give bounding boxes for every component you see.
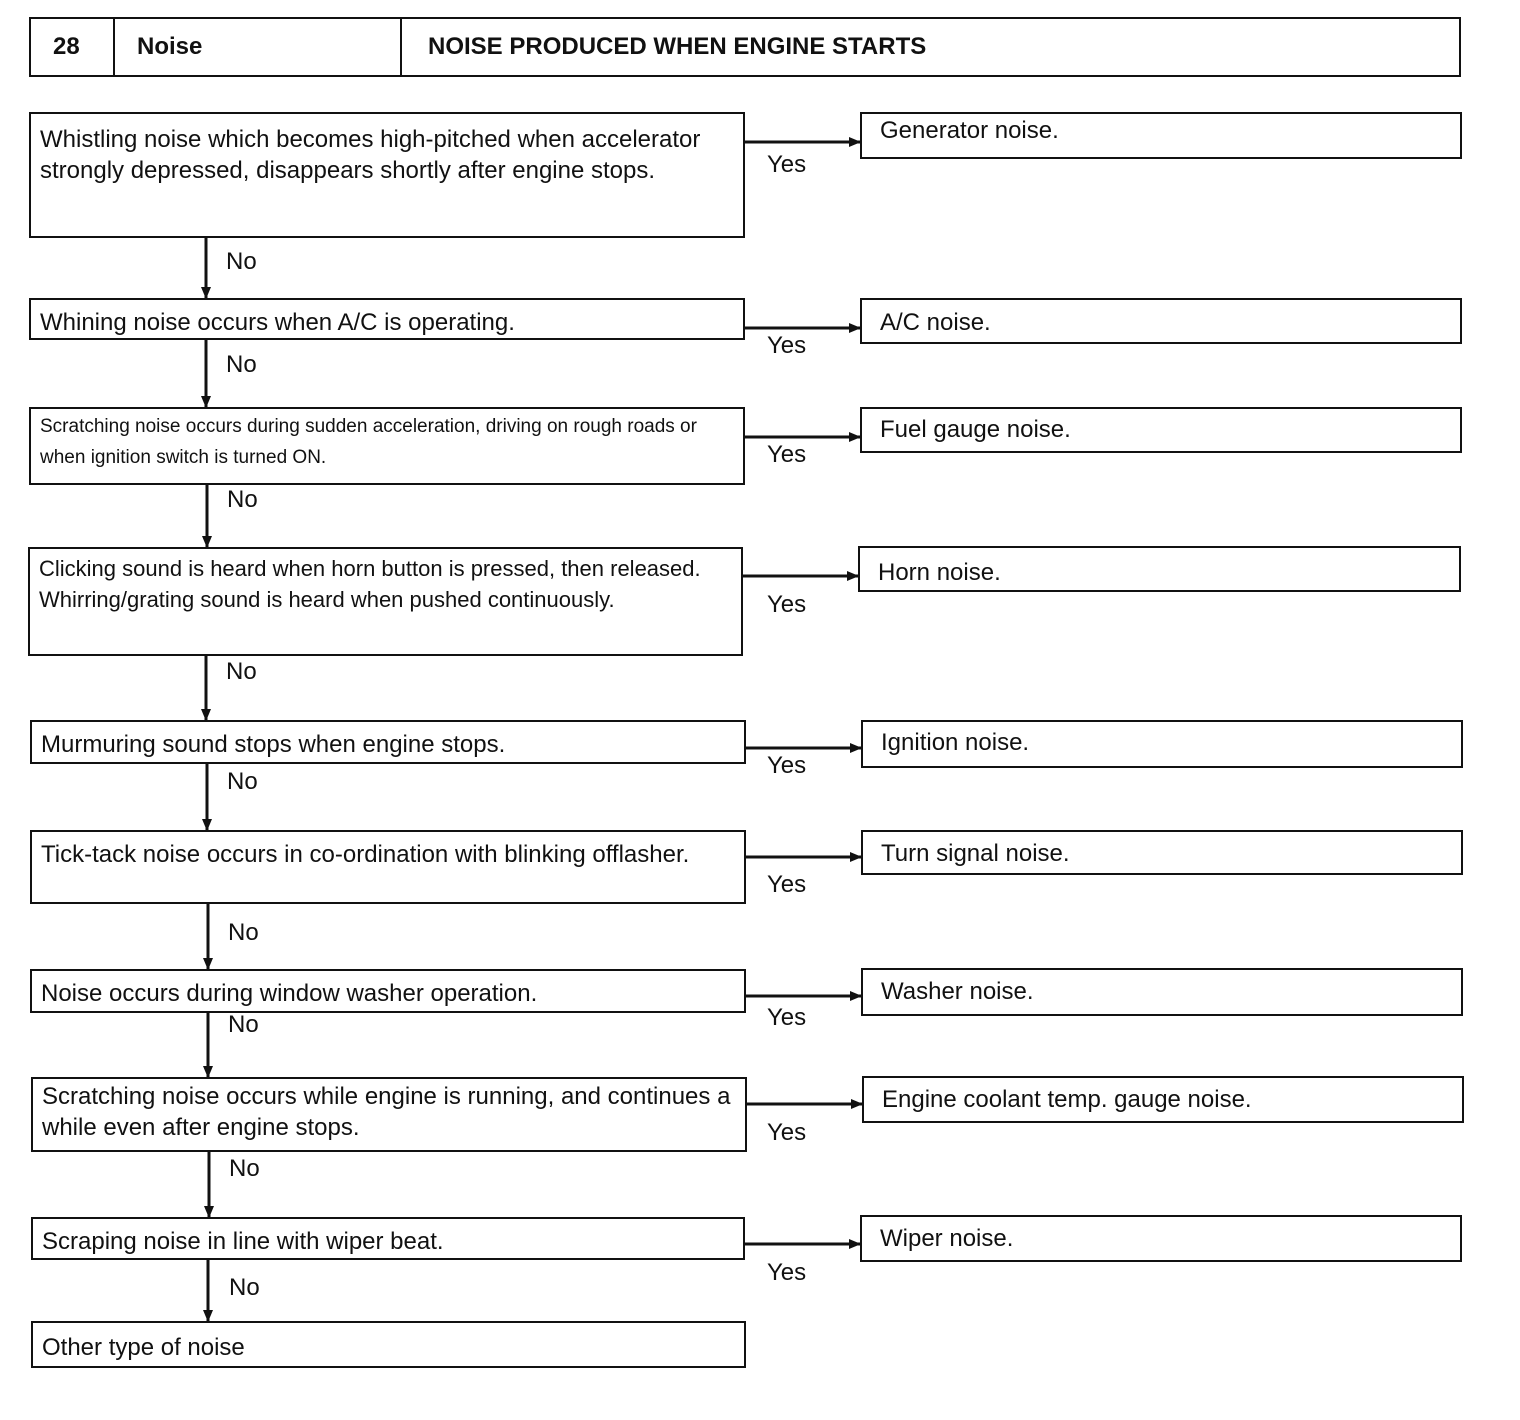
result-box-ac: A/C noise.	[860, 298, 1462, 344]
result-box-turn-signal: Turn signal noise.	[861, 830, 1463, 875]
no-label: No	[228, 919, 259, 946]
result-box-horn: Horn noise.	[858, 546, 1461, 592]
result-box-fuel-gauge: Fuel gauge noise.	[860, 407, 1462, 453]
section-number: 28	[31, 19, 115, 75]
no-label: No	[227, 486, 258, 513]
yes-label: Yes	[767, 1119, 807, 1146]
yes-label: Yes	[767, 332, 807, 359]
condition-box-wiper: Scraping noise in line with wiper beat.	[31, 1217, 745, 1260]
no-label: No	[226, 351, 257, 378]
condition-box-washer: Noise occurs during window washer operation.	[30, 969, 746, 1013]
yes-label: Yes	[767, 441, 807, 468]
yes-label: Yes	[767, 871, 807, 898]
result-box-generator: Generator noise.	[860, 112, 1462, 159]
condition-box-whistling: Whistling noise which becomes high-pitched when accelerator strongly depressed, disappears shortly after engine stops.	[29, 112, 745, 238]
final-box-other-noise: Other type of noise	[31, 1321, 746, 1368]
condition-box-murmuring: Murmuring sound stops when engine stops.	[30, 720, 746, 764]
condition-box-tick-tack: Tick-tack noise occurs in co-ordination with blinking offlasher.	[30, 830, 746, 904]
condition-box-scratching-fuel: Scratching noise occurs during sudden acceleration, driving on rough roads or when ignition switch is turned ON.	[29, 407, 745, 485]
no-label: No	[228, 1011, 259, 1038]
result-box-washer: Washer noise.	[861, 968, 1463, 1016]
result-box-coolant-gauge: Engine coolant temp. gauge noise.	[862, 1076, 1464, 1123]
no-label: No	[226, 248, 257, 275]
no-label: No	[229, 1155, 260, 1182]
yes-label: Yes	[767, 1004, 807, 1031]
page-title: NOISE PRODUCED WHEN ENGINE STARTS	[428, 33, 927, 60]
no-label: No	[229, 1274, 260, 1301]
section-category: Noise	[115, 19, 402, 75]
no-label: No	[227, 768, 258, 795]
condition-box-whining: Whining noise occurs when A/C is operating.	[29, 298, 745, 340]
result-box-ignition: Ignition noise.	[861, 720, 1463, 768]
result-box-wiper: Wiper noise.	[860, 1215, 1462, 1262]
no-label: No	[226, 658, 257, 685]
condition-box-coolant: Scratching noise occurs while engine is running, and continues a while even after engine stops.	[31, 1077, 747, 1152]
yes-label: Yes	[767, 1259, 807, 1286]
yes-label: Yes	[767, 151, 807, 178]
condition-box-clicking: Clicking sound is heard when horn button is pressed, then released. Whirring/grating sound is heard when pushed continuously.	[28, 547, 743, 656]
yes-label: Yes	[767, 591, 807, 618]
yes-label: Yes	[767, 752, 807, 779]
